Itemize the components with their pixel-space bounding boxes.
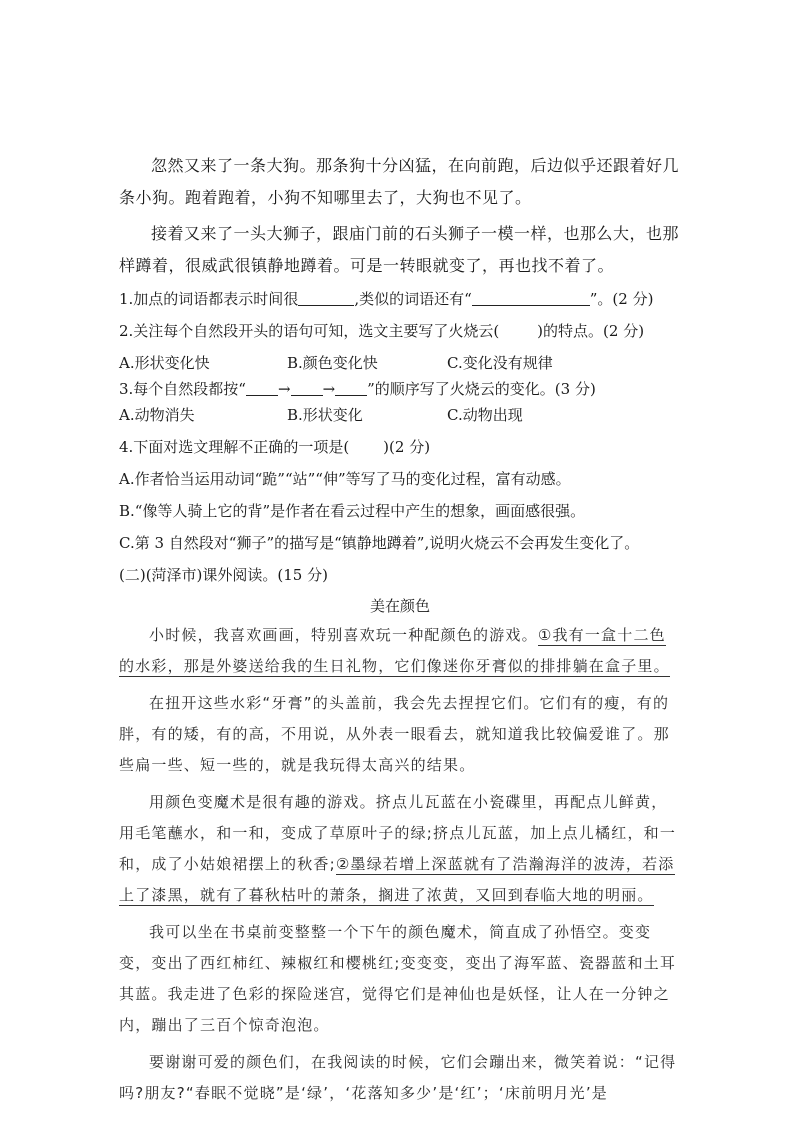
- question-4-option-b[interactable]: B.“像等人骑上它的背”是作者在看云过程中产生的想象，画面感很强。: [119, 502, 586, 520]
- answer-blank[interactable]: [298, 289, 354, 306]
- passage2-title: 美在颜色: [369, 597, 430, 615]
- question-4-option-c[interactable]: C.第 3 自然段对“狮子”的描写是“镇静地蹲着”,说明火烧云不会再发生变化了。: [119, 534, 640, 552]
- answer-blank[interactable]: [291, 379, 323, 396]
- underlined-sentence-2: ②墨绿若增上深蓝就有了浩瀚海洋的波涛，若添上了漆黑，就有了暮秋枯叶的萧条，搁进了浓黄，又回到春临大地的明丽。: [119, 855, 675, 904]
- passage2-paragraph-2: 在扭开这些水彩“牙膏”的头盖前，我会先去捏捏它们。它们有的瘦，有的胖，有的矮，有的高，不用说，从外表一眼看去，就知道我比较偏爱谁了。那些扁一些、短一些的，就是我玩得太高兴的结果。: [119, 694, 670, 774]
- option-c[interactable]: C.动物出现: [447, 406, 523, 424]
- passage1-paragraph-1: 忽然又来了一条大狗。那条狗十分凶猛，在向前跑，后边似乎还跟着好几条小狗。跑着跑着，小狗不知哪里去了，大狗也不见了。: [119, 156, 680, 207]
- question-4-option-a[interactable]: A.作者恰当运用动词“跪”“站”“伸”等写了马的变化过程，富有动感。: [119, 470, 571, 488]
- passage1-paragraph-2: 接着又来了一头大狮子，跟庙门前的石头狮子一模一样，也那么大，也那样蹲着，很威武很镇静地蹲着。可是一转眼就变了，再也找不着了。: [119, 224, 680, 275]
- question-1: 1.加点的词语都表示时间很 ,类似的词语还有“ ”。(2 分): [119, 290, 654, 308]
- option-a[interactable]: A.动物消失: [119, 406, 195, 424]
- option-c[interactable]: C.变化没有规律: [447, 354, 553, 372]
- passage2-paragraph-1: 小时候，我喜欢画画，特别喜欢玩一种配颜色的游戏。①我有一盒十二色的水彩，那是外婆送给我的生日礼物，它们像迷你牙膏似的排排躺在盒子里。: [119, 626, 670, 675]
- option-b[interactable]: B.颜色变化快: [287, 354, 378, 372]
- passage2-paragraph-3: 用颜色变魔术是很有趣的游戏。挤点儿瓦蓝在小瓷碟里，再配点儿鲜黄，用毛笔蘸水，和一和，变成了草原叶子的绿;挤点儿瓦蓝，加上点儿橘红，和一和，成了小姑娘裙摆上的秋香;②墨绿若增上深蓝就有了浩瀚海洋的波涛，若添上了漆黑，就有了暮秋枯叶的萧条，搁进了浓黄，又回到春临大地的明丽。: [119, 793, 677, 904]
- underlined-sentence-1: ①我有一盒十二色的水彩，那是外婆送给我的生日礼物，它们像迷你牙膏似的排排躺在盒子里。: [119, 626, 670, 675]
- question-2: 2.关注每个自然段开头的语句可知，选文主要写了火烧云( )的特点。(2 分): [119, 322, 645, 340]
- option-b[interactable]: B.形状变化: [287, 406, 363, 424]
- option-a[interactable]: A.形状变化快: [119, 354, 210, 372]
- question-2-options: [119, 350, 681, 376]
- question-3-options: [119, 402, 681, 428]
- page-content: [119, 150, 681, 1109]
- question-4: 4.下面对选文理解不正确的一项是( )(2 分): [119, 438, 431, 456]
- answer-blank[interactable]: [472, 289, 590, 306]
- answer-blank[interactable]: [335, 379, 367, 396]
- passage2-paragraph-5: 要谢谢可爱的颜色们，在我阅读的时候，它们会蹦出来，微笑着说：“记得吗?朋友?“春眠不觉晓”是‘绿’，‘花落知多少’是‘红’；‘床前明月光’是: [119, 1053, 677, 1102]
- section-2-heading: (二)(菏泽市)课外阅读。(15 分): [119, 566, 328, 584]
- question-3: 3.每个自然段都按“ → → ”的顺序写了火烧云的变化。(3 分): [119, 380, 596, 398]
- answer-blank[interactable]: [246, 379, 278, 396]
- passage2-paragraph-4: 我可以坐在书桌前变整整一个下午的颜色魔术，简直成了孙悟空。变变变，变出了西红柿红、辣椒红和樱桃红;变变变，变出了海军蓝、瓷器蓝和土耳其蓝。我走进了色彩的探险迷宫，觉得它们是神仙也是妖怪，让人在一分钟之内，蹦出了三百个惊奇泡泡。: [119, 923, 677, 1034]
